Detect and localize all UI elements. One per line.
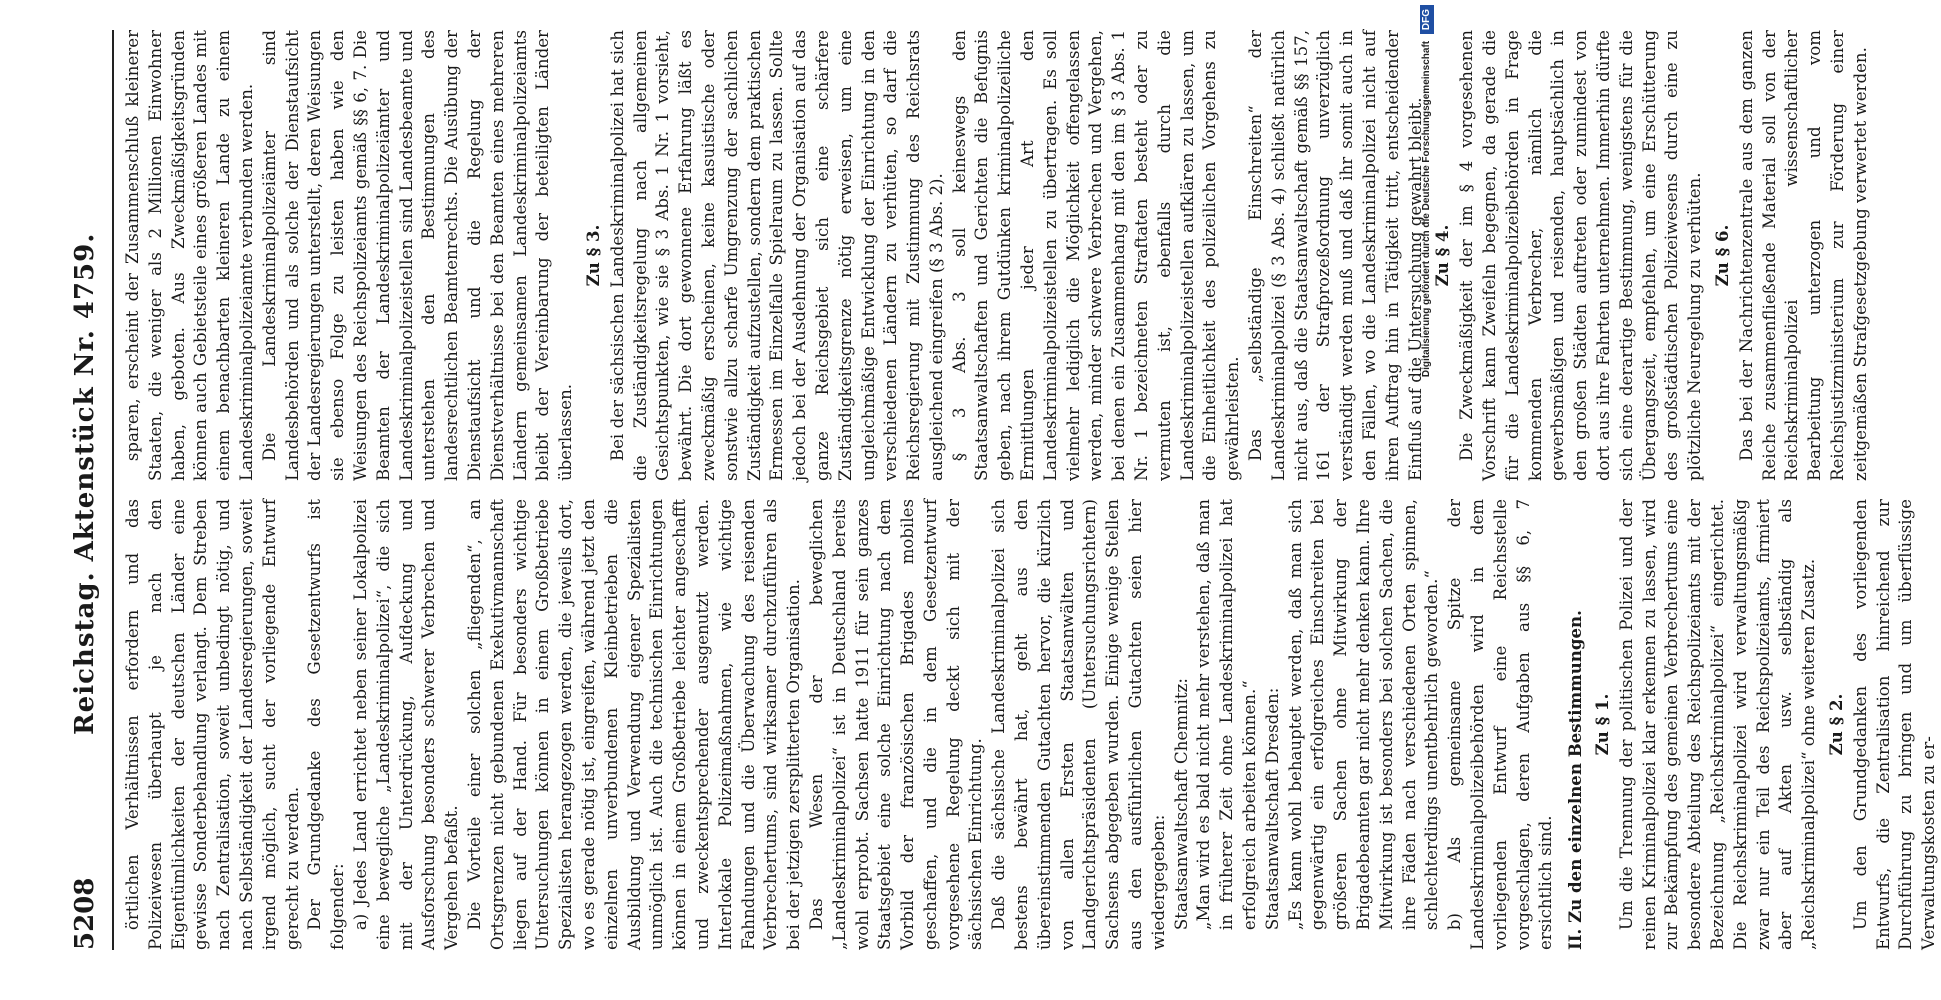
running-title: Reichstag. Aktenstück Nr. 4759.	[70, 232, 100, 735]
paragraph: Die Vorteile einer solchen „fliegenden“, an Ortsgrenzen nicht gebundenen Exekutivmannschaft liegen auf der Hand. Für besonders wichtige Untersuchungen können in einem Großbetriebe Spezialisten herangezogen werden, die jeweils dort, wo es gerade nötig ist, eingreifen, während jetzt den einzelnen unverbundenen Kleinbetrieben die Ausbildung und Verwendung eigener Spezialisten unmöglich ist. Auch die technischen Einrichtungen können in einem Großbetriebe leichter angeschafft und zweckentsprechender ausgenutzt werden. Interlokale Polizeimaßnahmen, wie wichtige Fahndungen und die Überwachung des reisenden Verbrechertums, sind wirksamer durchzuführen als bei der jetzigen zersplitterten Organisation.	[464, 499, 804, 950]
paragraph: Das Wesen der beweglichen „Landeskriminalpolizei“ ist in Deutschland bereits wohl erprobt. Sachsen hatte 1911 für sein ganzes Staatsgebiet eine solche Einrichtung nach dem Vorbild der französischen Brigades mobiles geschaffen, und die in dem Gesetzentwurf vorgesehene Regelung deckt sich mit der sächsischen Einrichtung.	[806, 499, 986, 950]
section-heading: Zu § 6.	[1711, 224, 1732, 287]
page-number: 5208	[70, 877, 100, 950]
page-header	[60, 30, 110, 950]
paragraph: Die Zweckmäßigkeit der im § 4 vorgesehenen Vorschrift kann Zweifeln begegnen, da gerade die für die Landeskriminalpolizeibehörden in Frage kommenden Verbrecher, nämlich die gewerbsmäßigen und reisenden, hauptsächlich in den großen Städten auftreten oder zumindest von dort aus ihre Fahrten unternehmen. Immerhin dürfte sich eine derartige Bestimmung, wenigstens für die Übergangszeit, empfehlen, um eine Erschütterung des großstädtischen Polizeiwesens durch eine zu plötzliche Neuregelung zu verhüten.	[1457, 30, 1705, 481]
dfg-credit-bar	[1420, 5, 1434, 995]
section-heading: Zu § 1.	[1592, 693, 1612, 756]
paragraph: a) Jedes Land errichtet neben seiner Lokalpolizei eine bewegliche „Landeskriminalpolizei“, die sich mit der Unterdrückung, Aufdeckung und Ausforschung besonders schwerer Verbrechen und Vergehen befaßt.	[350, 499, 462, 950]
section-heading: Zu § 4.	[1432, 224, 1453, 287]
paragraph: Daß die sächsische Landeskriminalpolizei sich bestens bewährt hat, geht aus den übereinstimmenden Gutachten hervor, die kürzlich von allen Ersten Staatsanwälten und Landgerichtspräsidenten (Untersuchungsrichtern) Sachsens abgegeben wurden. Einige wenige Stellen aus den ausführlichen Gutachten seien hier wiedergegeben:	[989, 499, 1168, 950]
quotation: Staatsanwaltschaft Dresden:	[1262, 687, 1282, 931]
dfg-credit-text: Digitalisierung gefördert durch die Deutsche Forschungsgemeinschaft	[1421, 40, 1432, 378]
section-heading: II. Zu den einzelnen Bestimmungen.	[1565, 610, 1586, 950]
paragraph: Um den Grundgedanken des vorliegenden Entwurfs, die Zentralisation hinreichend zur Durchführung zu bringen und um überflüssige Verwaltungskosten zu er-	[1850, 499, 1939, 950]
section-heading: Zu § 3.	[582, 224, 603, 287]
paragraph: Die Landeskriminalpolizeiämter sind Landesbehörden und als solche der Dienstaufsicht der Landesregierungen unterstellt, deren Weisungen sie ebenso Folge zu leisten haben wie den Weisungen des Reichspolizeiamts gemäß §§ 6, 7. Die Beamten der Landeskriminalpolizeiämter und Landeskriminalpolizeistellen sind Landesbeamte und unterstehen den Bestimmungen des landesrechtlichen Beamtenrechts. Die Ausübung der Dienstaufsicht und die Regelung der Dienstverhältnisse bei den Beamten eines mehreren Ländern gemeinsamen Landeskriminalpolizeiamts bleibt der Vereinbarung der beteiligten Länder überlassen.	[259, 30, 576, 481]
paragraph: Das „selbständige Einschreiten“ der Landeskriminalpolizei (§ 3 Abs. 4) schließt natürlich nicht aus, daß die Staatsanwaltschaft gemäß §§ 157, 161 der Strafprozeßordnung unverzüglich verständigt werden muß und daß ihr somit auch in den Fällen, wo die Landeskriminalpolizei nicht auf ihren Auftrag hin in Tätigkeit tritt, entscheidender Einfluß auf die Untersuchung gewahrt bleibt.	[1246, 30, 1425, 481]
paragraph: b) Als gemeinsame Spitze der Landeskriminalpolizeibehörden wird in dem vorliegenden Entwurf eine Reichsstelle vorgeschlagen, deren Aufgaben aus §§ 6, 7 ersichtlich sind.	[1445, 499, 1556, 950]
paragraph: § 3 Abs. 3 soll keineswegs den Staatsanwaltschaften und Gerichten die Befugnis geben, nach ihrem Gutdünken kriminalpolizeiliche Ermittlungen jeder Art den Landeskriminalpolizeistellen zu übertragen. Es soll vielmehr lediglich die Möglichkeit offengelassen werden, minder schwere Verbrechen und Vergehen, bei denen ein Zusammenhang mit den im § 3 Abs. 1 Nr. 1 bezeichneten Straftaten besteht oder zu vermuten ist, ebenfalls durch die Landeskriminalpolizeistellen aufklären zu lassen, um die Einheitlichkeit des polizeilichen Vorgehens zu gewährleisten.	[949, 30, 1243, 481]
text-column-left	[122, 499, 1939, 950]
paragraph: Um die Trennung der politischen Polizei und der reinen Kriminalpolizei klar erkennen zu lassen, wird zur Bekämpfung des gemeinen Verbrechertums eine besondere Abteilung des Reichspolizeiamts mit der Bezeichnung „Reichskriminalpolizei“ eingerichtet. Die Reichskriminalpolizei wird verwaltungsmäßig zwar nur ein Teil des Reichspolizeiamts, firmiert aber auf Akten usw. selbständig als „Reichskriminalpolizei“ ohne weiteren Zusatz.	[1616, 499, 1819, 950]
paragraph: Das bei der Nachrichtenzentrale aus dem ganzen Reiche zusammenfließende Material soll von der Reichskriminalpolizei wissenschaftlicher Bearbeitung unterzogen und vom Reichsjustizministerium zur Förderung einer zeitgemäßen Strafgesetzgebung verwertet werden.	[1736, 30, 1870, 481]
section-heading: Zu § 2.	[1825, 693, 1846, 756]
quotation: „Man wird es bald nicht mehr verstehen, daß man in früherer Zeit ohne Landeskriminalpolizei hat erfolgreich arbeiten können.“	[1194, 499, 1260, 931]
quotation: „Es kann wohl behauptet werden, daß man sich gegenwärtig ein erfolgreiches Einschreiten bei größeren Sachen ohne Mitwirkung der Brigadebeamten gar nicht mehr denken kann. Ihre Mitwirkung ist besonders bei solchen Sachen, die ihre Fäden nach verschiedenen Orten spinnen, schlechterdings unentbehrlich geworden.“	[1285, 499, 1442, 931]
paragraph: Der Grundgedanke des Gesetzentwurfs ist folgender:	[305, 499, 348, 950]
paragraph: sparen, erscheint der Zusammenschluß kleinerer Staaten, die weniger als 2 Millionen Einwohner haben, geboten. Aus Zweckmäßigkeitsgründen können auch Gebietsteile eines größeren Landes mit einem benachbarten kleineren Lande zu einem Landeskriminalpolizeiamte verbunden werden.	[123, 30, 256, 481]
quotation: Staatsanwaltschaft Chemnitz:	[1171, 678, 1191, 931]
header-rule	[112, 30, 114, 950]
paragraph: örtlichen Verhältnissen erfordern und das Polizeiwesen überhaupt je nach den Eigentümlichkeiten der deutschen Länder eine gewisse Sonderbehandlung verlangt. Dem Streben nach Zentralisation, soweit unbedingt nötig, und nach Selbständigkeit der Landesregierungen, soweit irgend möglich, sucht der vorliegende Entwurf gerecht zu werden.	[123, 499, 302, 950]
paragraph: Bei der sächsischen Landeskriminalpolizei hat sich die Zuständigkeitsregelung nach allgemeinen Gesichtspunkten, wie sie § 3 Abs. 1 Nr. 1 vorsieht, bewährt. Die dort gewonnene Erfahrung läßt es zweckmäßig erscheinen, keine kasuistische oder sonstwie allzu scharfe Umgrenzung der sachlichen Zuständigkeit aufzustellen, sondern dem praktischen Ermessen im Einzelfalle Spielraum zu lassen. Sollte jedoch bei der Ausdehnung der Organisation auf das ganze Reichsgebiet sich eine schärfere Zuständigkeitsgrenze nötig erweisen, um eine ungleichmäßige Entwicklung der Einrichtung in den verschiedenen Ländern zu verhüten, so darf die Reichsregierung mit Zustimmung des Reichsrats ausgleichend eingreifen (§ 3 Abs. 2).	[607, 30, 946, 481]
dfg-logo: DFG	[1420, 5, 1434, 34]
